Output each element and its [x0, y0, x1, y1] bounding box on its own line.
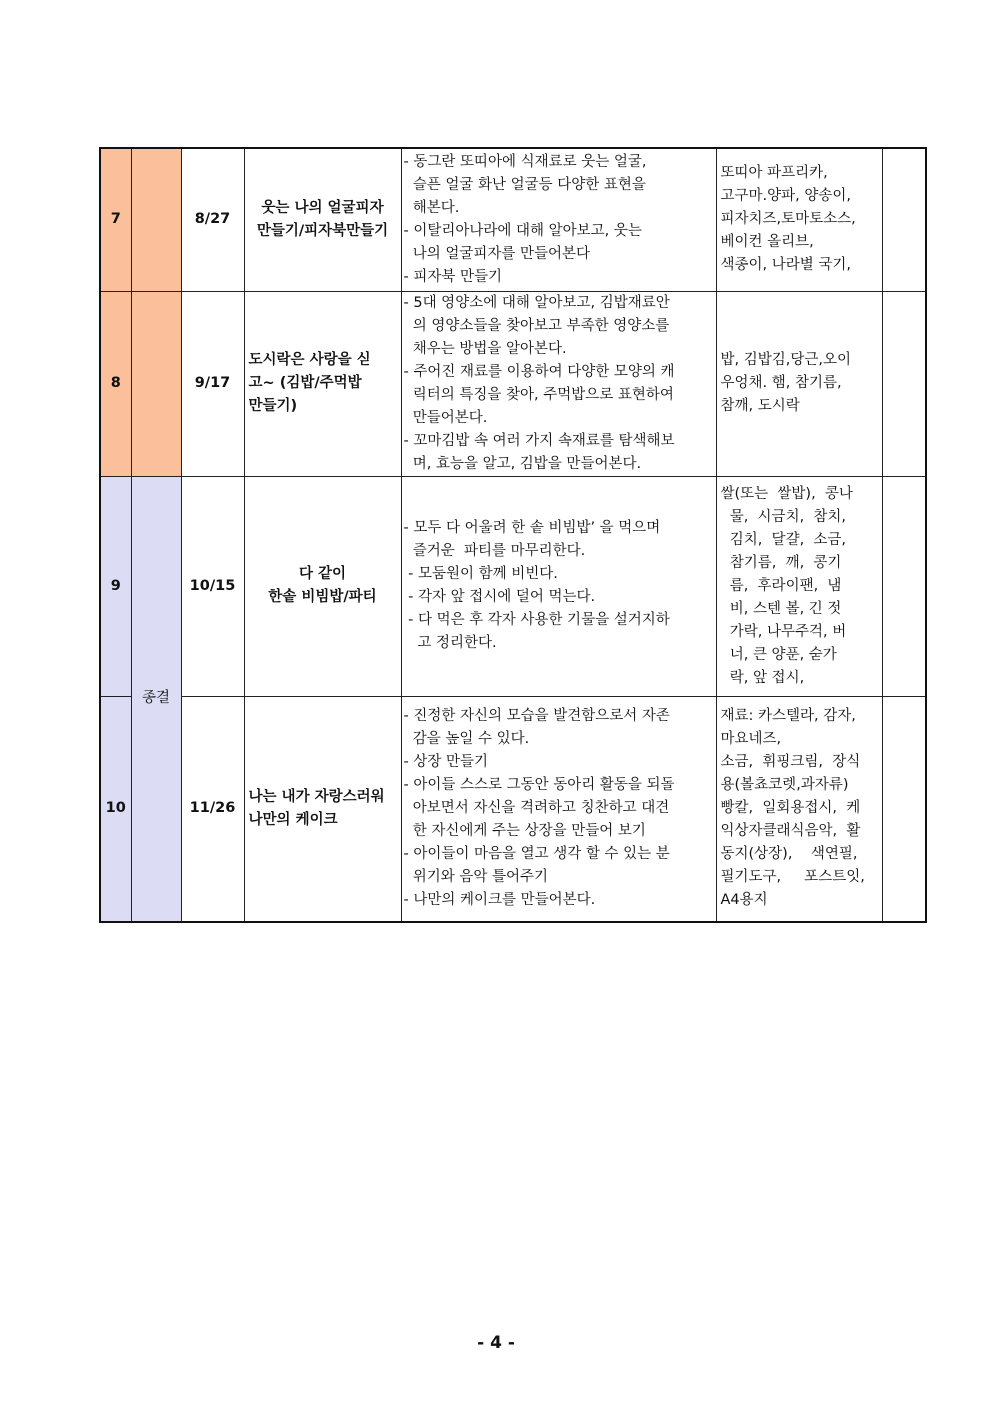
material-line: 재료: 카스텔라, 감자, — [720, 708, 856, 725]
session-date: 9/17 — [181, 291, 244, 476]
title-line: 나는 내가 자랑스러워 — [248, 788, 385, 805]
material-line: 소금, 휘핑크림, 장식 — [720, 754, 861, 771]
material-line: 참깨, 도시락 — [720, 398, 800, 414]
material-line: 가락, 나무주걱, 버 — [720, 623, 847, 640]
material-line: 김치, 달걀, 소금, — [720, 531, 847, 548]
activity-cell — [401, 291, 716, 476]
table-row — [100, 696, 926, 922]
activity-line: 릭터의 특징을 찾아, 주먹밥으로 표현하여 — [403, 386, 674, 403]
activity-line: - 나만의 케이크를 만들어본다. — [403, 892, 596, 909]
activity-line: - 피자북 만들기 — [403, 268, 502, 285]
material-line: 너, 큰 양푼, 숟가 — [720, 646, 837, 663]
activity-line: - 다 먹은 후 각자 사용한 기물을 설거지하 — [403, 612, 670, 628]
material-line: 밥, 김밥김,당근,오이 — [720, 352, 851, 368]
title-line: 한솥 비빔밥/파티 — [268, 589, 377, 605]
table-row — [100, 476, 926, 696]
activity-cell — [401, 148, 716, 291]
empty-cell — [882, 291, 926, 476]
empty-cell — [882, 696, 926, 922]
session-title — [244, 476, 401, 696]
stage-cell — [131, 148, 181, 291]
activity-line: - 각자 앞 접시에 덜어 먹는다. — [403, 589, 596, 605]
activity-line: - 주어진 재료를 이용하여 다양한 모양의 캐 — [403, 363, 675, 380]
activity-cell — [401, 476, 716, 696]
materials-cell — [716, 696, 882, 922]
stage-cell — [131, 291, 181, 476]
material-line: 쌀(또는 쌀밥), 콩나 — [720, 485, 853, 502]
material-line: 필기도구, 포스트잇, — [720, 869, 865, 886]
activity-line: - 모두 다 어울려 한 솥 비빔밥’ 을 먹으며 — [403, 520, 661, 536]
title-line: 나만의 케이크 — [248, 811, 338, 828]
activity-line: - 꼬마김밥 속 여러 가지 속재료를 탐색해보 — [403, 432, 675, 449]
material-line: A4용지 — [720, 892, 768, 909]
activity-line: - 아이들이 마음을 열고 생각 할 수 있는 분 — [403, 846, 670, 863]
activity-line: 한 자신에게 주는 상장을 만들어 보기 — [403, 823, 646, 840]
lesson-plan-table — [99, 147, 927, 923]
material-line: 동지(상장), 색연필, — [720, 846, 858, 863]
empty-cell — [882, 148, 926, 291]
activity-line: 나의 얼굴피자를 만들어본다 — [403, 245, 591, 262]
session-title — [244, 148, 401, 291]
materials-cell — [716, 476, 882, 696]
session-number: 8 — [100, 291, 131, 476]
activity-line: 해본다. — [403, 199, 460, 216]
material-line: 우엉채. 햄, 참기름, — [720, 375, 842, 391]
table-row — [100, 148, 926, 291]
material-line: 비, 스텐 볼, 긴 젓 — [720, 600, 842, 617]
material-line: 름, 후라이팬, 냄 — [720, 577, 842, 594]
material-line: 참기름, 깨, 콩기 — [720, 554, 842, 571]
activity-line: 즐거운 파티를 마무리한다. — [403, 543, 586, 559]
activity-line: 슬픈 얼굴 화난 얼굴등 다양한 표현을 — [403, 176, 646, 193]
activity-cell — [401, 696, 716, 922]
table-row — [100, 291, 926, 476]
title-line: 만들기/피자북만들기 — [256, 222, 389, 239]
material-line: 베이컨 올리브, — [720, 234, 814, 251]
session-number: 9 — [100, 476, 131, 696]
page-number: - 4 - — [477, 1333, 515, 1353]
materials-cell — [716, 291, 882, 476]
stage-label: 종결 — [131, 476, 181, 922]
material-line: 색종이, 나라별 국기, — [720, 257, 851, 274]
activity-line: 위기와 음악 틀어주기 — [403, 869, 548, 886]
material-line: 빵칼, 일회용접시, 케 — [720, 800, 861, 817]
activity-line: 채우는 방법을 알아본다. — [403, 340, 567, 357]
title-line: 다 같이 — [298, 566, 347, 582]
material-line: 익상자클래식음악, 활 — [720, 823, 861, 840]
material-line: 피자치즈,토마토소스, — [720, 211, 856, 228]
session-date: 8/27 — [181, 148, 244, 291]
material-line: 물, 시금치, 참치, — [720, 508, 847, 525]
materials-cell — [716, 148, 882, 291]
session-date: 11/26 — [181, 696, 244, 922]
session-number: 7 — [100, 148, 131, 291]
material-line: 락, 앞 접시, — [720, 669, 805, 686]
activity-line: - 모둠원이 함께 비빈다. — [403, 566, 558, 582]
activity-line: 고 정리한다. — [403, 635, 497, 651]
session-date: 10/15 — [181, 476, 244, 696]
activity-line: 아보면서 자신을 격려하고 칭찬하고 대견 — [403, 800, 670, 817]
activity-line: 만들어본다. — [403, 409, 488, 426]
activity-line: - 5대 영양소에 대해 알아보고, 김밥재료안 — [403, 294, 670, 311]
session-title — [244, 696, 401, 922]
activity-line: 의 영양소들을 찾아보고 부족한 영양소를 — [403, 317, 670, 334]
material-line: 고구마.양파, 양송이, — [720, 188, 851, 205]
activity-line: - 아이들 스스로 그동안 동아리 활동을 되돌 — [403, 777, 675, 794]
activity-line: - 동그란 또띠아에 식재료로 웃는 얼굴, — [403, 153, 647, 170]
activity-line: - 이탈리아나라에 대해 알아보고, 웃는 — [403, 222, 642, 239]
material-line: 용(볼쵸코렛,과자류) — [720, 777, 849, 794]
activity-line: - 진정한 자신의 모습을 발견함으로서 자존 — [403, 708, 670, 725]
title-line: 고~ (김밥/주먹밥 — [248, 375, 362, 391]
material-line: 마요네즈, — [720, 731, 782, 748]
activity-line: 감을 높일 수 있다. — [403, 731, 530, 748]
empty-cell — [882, 476, 926, 696]
activity-line: - 상장 만들기 — [403, 754, 488, 771]
title-line: 도시락은 사랑을 싣 — [248, 352, 371, 368]
session-number: 10 — [100, 696, 131, 922]
session-title — [244, 291, 401, 476]
title-line: 웃는 나의 얼굴피자 — [261, 199, 384, 216]
title-line: 만들기) — [248, 398, 298, 414]
activity-line: 며, 효능을 알고, 김밥을 만들어본다. — [403, 455, 642, 472]
material-line: 또띠아 파프리카, — [720, 165, 828, 182]
